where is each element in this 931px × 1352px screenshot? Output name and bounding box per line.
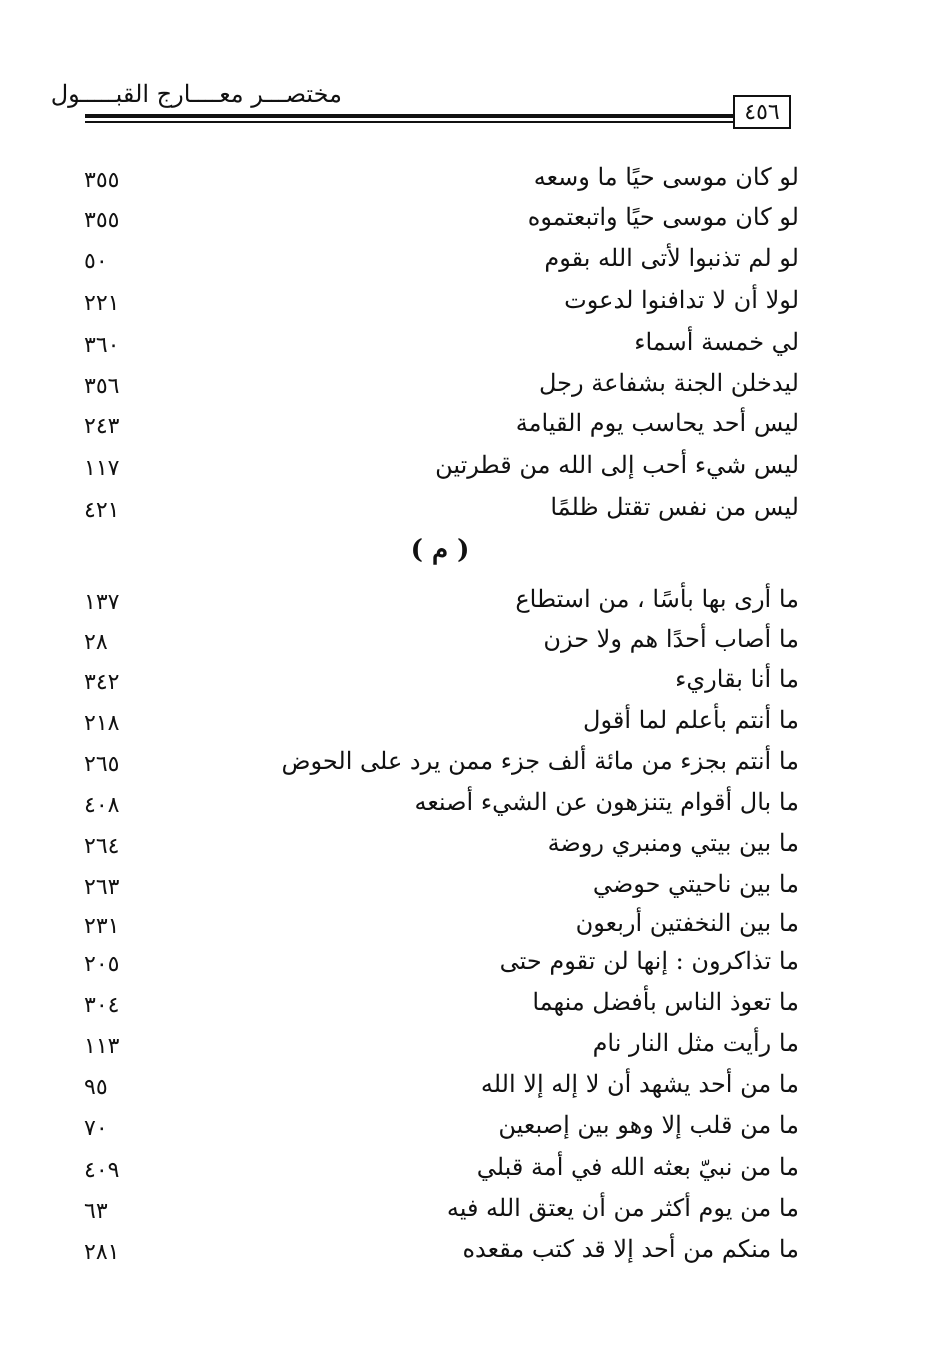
index-entry xyxy=(0,785,931,825)
entry-page-number: ١١٣ xyxy=(84,1034,120,1059)
entry-text: ما أنا بقاريء xyxy=(675,665,799,693)
entry-text: لو كان موسى حيًا واتبعتموه xyxy=(527,203,799,231)
index-entry xyxy=(0,867,931,907)
entry-page-number: ٤٠٩ xyxy=(84,1158,120,1183)
index-entry xyxy=(0,406,931,446)
running-title: مختصـــر معــــارج القبـــــول xyxy=(50,80,342,108)
entry-text: ما أنتم بجزء من مائة ألف جزء ممن يرد على الحوض xyxy=(281,747,799,775)
entry-page-number: ٢٠٥ xyxy=(84,952,120,977)
entry-text: ما من قلب إلا وهو بين إصبعين xyxy=(498,1111,799,1139)
index-entry xyxy=(0,703,931,743)
entry-text: ما منكم من أحد إلا قد كتب مقعده xyxy=(462,1235,799,1263)
header-rule-thin xyxy=(85,121,733,123)
index-entry xyxy=(0,906,931,946)
index-entry xyxy=(0,1067,931,1107)
index-entry xyxy=(0,1191,931,1231)
index-entry xyxy=(0,160,931,200)
entry-text: ما رأيت مثل النار نام xyxy=(592,1029,799,1057)
index-entry xyxy=(0,448,931,488)
index-entry xyxy=(0,622,931,662)
index-entry xyxy=(0,985,931,1025)
entry-page-number: ٢١٨ xyxy=(84,711,120,736)
entry-text: ما بال أقوام يتنزهون عن الشيء أصنعه xyxy=(414,788,799,816)
index-entry xyxy=(0,283,931,323)
index-entry xyxy=(0,200,931,240)
entry-text: ليس أحد يحاسب يوم القيامة xyxy=(515,409,799,437)
index-entry xyxy=(0,1026,931,1066)
entry-text: لو لم تذنبوا لأتى الله بقوم xyxy=(544,244,799,272)
entry-page-number: ٢٣١ xyxy=(84,914,120,939)
index-entry xyxy=(0,1150,931,1190)
entry-page-number: ٣٥٦ xyxy=(84,374,120,399)
entry-text: ما بين بيتي ومنبري روضة xyxy=(547,829,799,857)
entry-text: ما أرى بها بأسًا ، من استطاع xyxy=(515,585,799,613)
entry-page-number: ٢٦٥ xyxy=(84,752,120,777)
entry-page-number: ٤٢١ xyxy=(84,498,120,523)
index-entry xyxy=(0,325,931,365)
entry-page-number: ٧٠ xyxy=(84,1116,108,1141)
entry-page-number: ٤٠٨ xyxy=(84,793,120,818)
entry-page-number: ٣٠٤ xyxy=(84,993,120,1018)
entry-text: ليس شيء أحب إلى الله من قطرتين xyxy=(435,451,799,479)
index-entry xyxy=(0,490,931,530)
entry-text: ليس من نفس تقتل ظلمًا xyxy=(550,493,799,521)
index-entry xyxy=(0,744,931,784)
index-entry xyxy=(0,366,931,406)
entry-text: ما تعوذ الناس بأفضل منهما xyxy=(532,988,799,1016)
entry-text: لو كان موسى حيًا ما وسعه xyxy=(533,163,799,191)
entry-page-number: ٦٣ xyxy=(84,1199,108,1224)
entry-text: ما أصاب أحدًا هم ولا حزن xyxy=(543,625,799,653)
entry-page-number: ٢٨ xyxy=(84,630,108,655)
entry-page-number: ٣٤٢ xyxy=(84,670,120,695)
entry-page-number: ١١٧ xyxy=(84,456,120,481)
entry-page-number: ٥٠ xyxy=(84,249,108,274)
entry-text: ما أنتم بأعلم لما أقول xyxy=(583,706,799,734)
entry-text: لي خمسة أسماء xyxy=(634,328,799,356)
entry-page-number: ٢٦٣ xyxy=(84,875,120,900)
entry-text: ما بين النخفتين أربعون xyxy=(575,909,799,937)
entry-text: ليدخلن الجنة بشفاعة رجل xyxy=(538,369,799,397)
entry-text: ما من أحد يشهد أن لا إله إلا الله xyxy=(480,1070,799,1098)
index-entry xyxy=(0,582,931,622)
entry-text: لولا أن لا تدافنوا لدعوت xyxy=(564,286,799,314)
index-entry xyxy=(0,826,931,866)
index-entry xyxy=(0,944,931,984)
entry-text: ما من يوم أكثر من أن يعتق الله فيه xyxy=(446,1194,799,1222)
entry-text: ما تذاكرون : إنها لن تقوم حتى xyxy=(499,947,799,975)
section-heading-mim: ( م ) xyxy=(410,535,470,565)
entry-page-number: ٩٥ xyxy=(84,1075,108,1100)
index-entry xyxy=(0,1108,931,1148)
entry-page-number: ٣٦٠ xyxy=(84,333,120,358)
entry-text: ما من نبيّ بعثه الله في أمة قبلي xyxy=(476,1153,799,1181)
entry-page-number: ٣٥٥ xyxy=(84,168,120,193)
entry-page-number: ٢٦٤ xyxy=(84,834,120,859)
entry-page-number: ١٣٧ xyxy=(84,590,120,615)
header-rule-thick xyxy=(85,114,733,118)
page-number: ٤٥٦ xyxy=(733,95,791,129)
entry-page-number: ٢٨١ xyxy=(84,1240,120,1265)
entry-page-number: ٢٢١ xyxy=(84,291,120,316)
index-entry xyxy=(0,662,931,702)
index-entry xyxy=(0,241,931,281)
entry-page-number: ٣٥٥ xyxy=(84,208,120,233)
entry-text: ما بين ناحيتي حوضي xyxy=(592,870,799,898)
index-entry xyxy=(0,1232,931,1272)
entry-page-number: ٢٤٣ xyxy=(84,414,120,439)
